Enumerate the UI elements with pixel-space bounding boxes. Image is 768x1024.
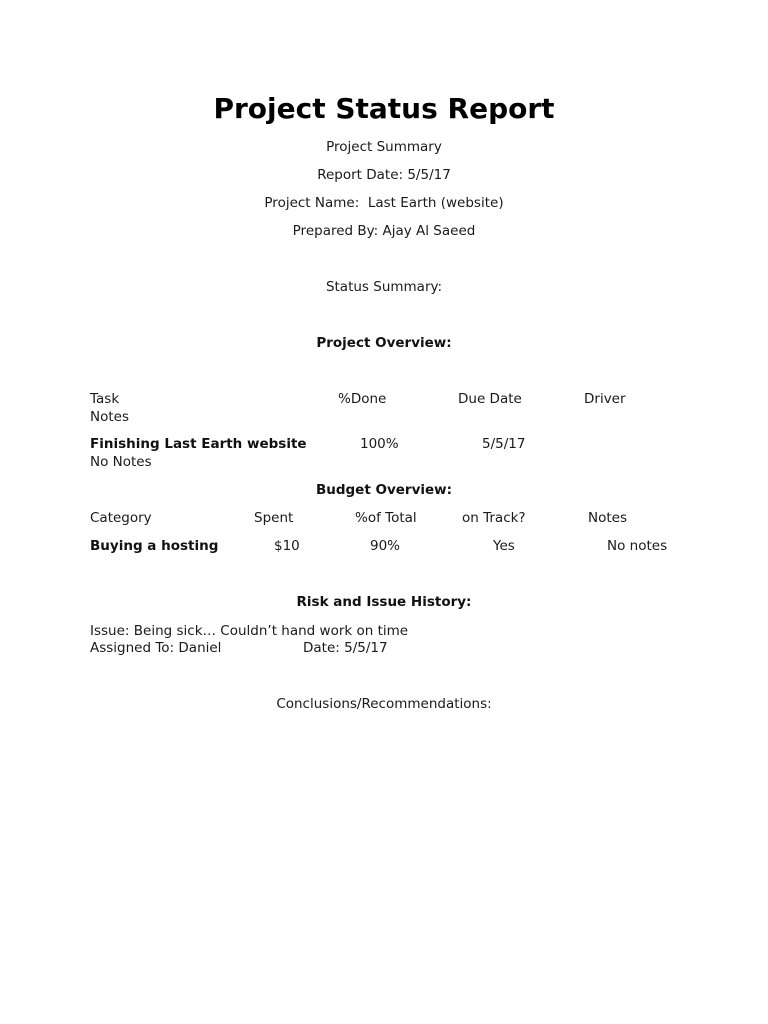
due-date-cell: 5/5/17 (482, 436, 526, 452)
page-title: Project Status Report (213, 92, 555, 125)
risk-history-heading: Risk and Issue History: (296, 594, 472, 610)
issue-date: Date: 5/5/17 (303, 640, 388, 656)
column-header-category: Category (90, 510, 152, 526)
conclusions-label: Conclusions/Recommendations: (276, 696, 492, 712)
column-header-pct-total: %of Total (355, 510, 417, 526)
assigned-to: Assigned To: Daniel (90, 640, 222, 656)
spent-cell: $10 (274, 538, 300, 554)
column-header-done: %Done (338, 391, 387, 407)
project-overview-heading: Project Overview: (316, 335, 452, 351)
task-cell: Finishing Last Earth website (90, 436, 307, 452)
column-header-notes: Notes (90, 409, 129, 425)
report-date: Report Date: 5/5/17 (317, 167, 451, 183)
column-header-spent: Spent (254, 510, 294, 526)
project-summary-label: Project Summary (326, 139, 442, 155)
on-track-cell: Yes (493, 538, 515, 554)
budget-overview-heading: Budget Overview: (315, 482, 453, 498)
status-summary-label: Status Summary: (325, 279, 443, 295)
done-cell: 100% (360, 436, 399, 452)
notes-cell: No notes (607, 538, 668, 554)
category-cell: Buying a hosting (90, 538, 219, 554)
issue-text: Issue: Being sick… Couldn’t hand work on time (90, 623, 409, 639)
column-header-due-date: Due Date (458, 391, 522, 407)
notes-cell: No Notes (90, 454, 152, 470)
column-header-driver: Driver (584, 391, 626, 407)
column-header-on-track: on Track? (462, 510, 526, 526)
pct-total-cell: 90% (370, 538, 401, 554)
prepared-by: Prepared By: Ajay Al Saeed (292, 223, 476, 239)
column-header-task: Task (90, 391, 120, 407)
column-header-notes: Notes (588, 510, 627, 526)
project-name: Project Name: Last Earth (website) (264, 195, 504, 211)
